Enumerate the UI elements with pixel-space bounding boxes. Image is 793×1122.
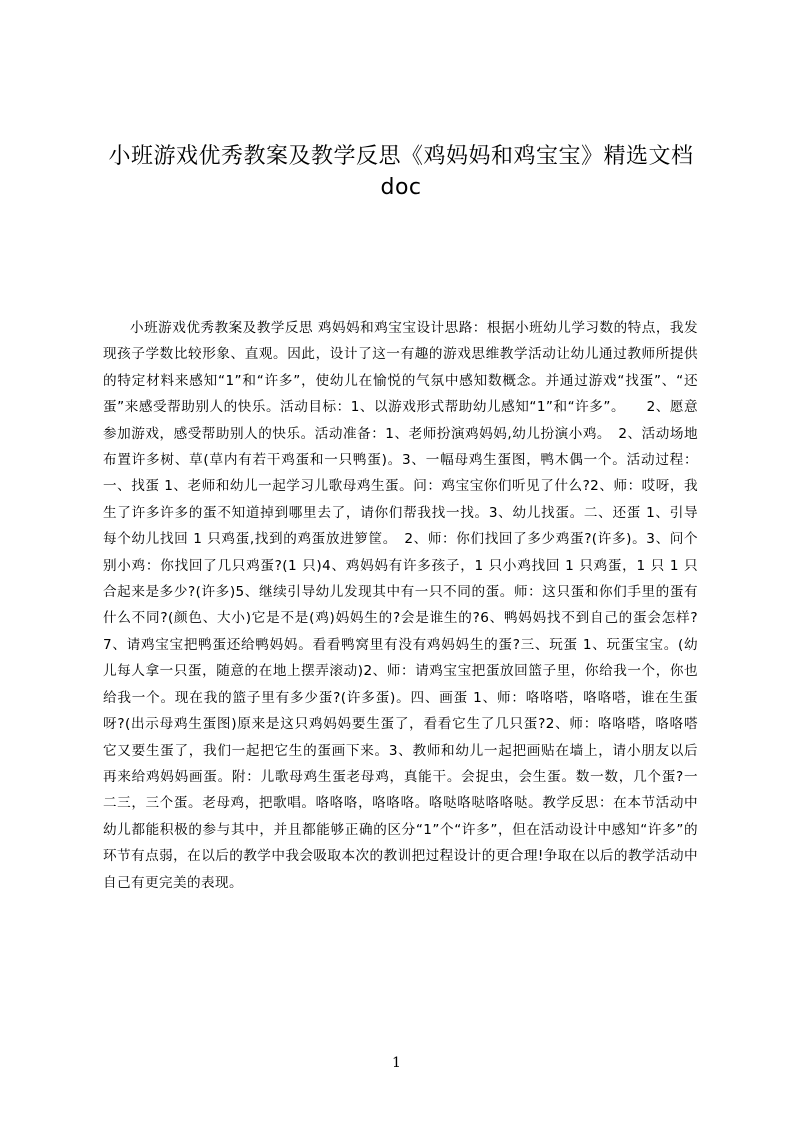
document-title: 小班游戏优秀教案及教学反思《鸡妈妈和鸡宝宝》精选文档doc <box>108 144 694 200</box>
page-number: 1 <box>392 1055 401 1071</box>
document-body-paragraph: 小班游戏优秀教案及教学反思 鸡妈妈和鸡宝宝设计思路：根据小班幼儿学习数的特点，我发现孩子学数比较形象、直观。因此，设计了这一有趣的游戏思维教学活动让幼儿通过教师所提供的特定材料来感知“1”和“许多”，使幼儿在愉悦的气氛中感知数概念。并通过游戏“找蛋”、“还蛋”来感受帮助别人的快乐。活动目标：1、以游戏形式帮助幼儿感知“1”和“许多”。 2、愿意参加游戏，感受帮助别人的快乐。活动准备：1、老师扮演鸡妈妈,幼儿扮演小鸡。 2、活动场地布置许多树、草(草内有若干鸡蛋和一只鸭蛋)。3、一幅母鸡生蛋图，鸭木偶一个。活动过程：一、找蛋 1、老师和幼儿一起学习儿歌母鸡生蛋。问：鸡宝宝你们听见了什么?2、师：哎呀，我生了许多许多的蛋不知道掉到哪里去了，请你们帮我找一找。3、幼儿找蛋。二、还蛋 1、引导每个幼儿找回 1 只鸡蛋,找到的鸡蛋放进箩筐。 2、师：你们找回了多少鸡蛋?(许多)。3、问个别小鸡：你找回了几只鸡蛋?(1 只)4、鸡妈妈有许多孩子，1 只小鸡找回 1 只鸡蛋，1 只 1 只合起来是多少?(许多)5、继续引导幼儿发现其中有一只不同的蛋。师：这只蛋和你们手里的蛋有什么不同?(颜色、大小)它是不是(鸡)妈妈生的?会是谁生的?6、鸭妈妈找不到自己的蛋会怎样?7、请鸡宝宝把鸭蛋还给鸭妈妈。看看鸭窝里有没有鸡妈妈生的蛋?三、玩蛋 1、玩蛋宝宝。(幼儿每人拿一只蛋，随意的在地上摆弄滚动)2、师：请鸡宝宝把蛋放回篮子里，你给我一个，你也给我一个。现在我的篮子里有多少蛋?(许多蛋)。四、画蛋 1、师：咯咯嗒，咯咯嗒，谁在生蛋呀?(出示母鸡生蛋图)原来是这只鸡妈妈要生蛋了，看看它生了几只蛋?2、师：咯咯嗒，咯咯嗒它又要生蛋了，我们一起把它生的蛋画下来。3、教师和幼儿一起把画贴在墙上，请小朋友以后再来给鸡妈妈画蛋。附：儿歌母鸡生蛋老母鸡，真能干。会捉虫，会生蛋。数一数，几个蛋?一二三，三个蛋。老母鸡，把歌唱。咯咯咯，咯咯咯。咯哒咯哒咯咯哒。教学反思：在本节活动中幼儿都能积极的参与其中，并且都能够正确的区分“1”个“许多”，但在活动设计中感知“许多”的环节有点弱，在以后的教学中我会吸取本次的教训把过程设计的更合理!争取在以后的教学活动中自己有更完美的表现。 <box>103 320 698 891</box>
